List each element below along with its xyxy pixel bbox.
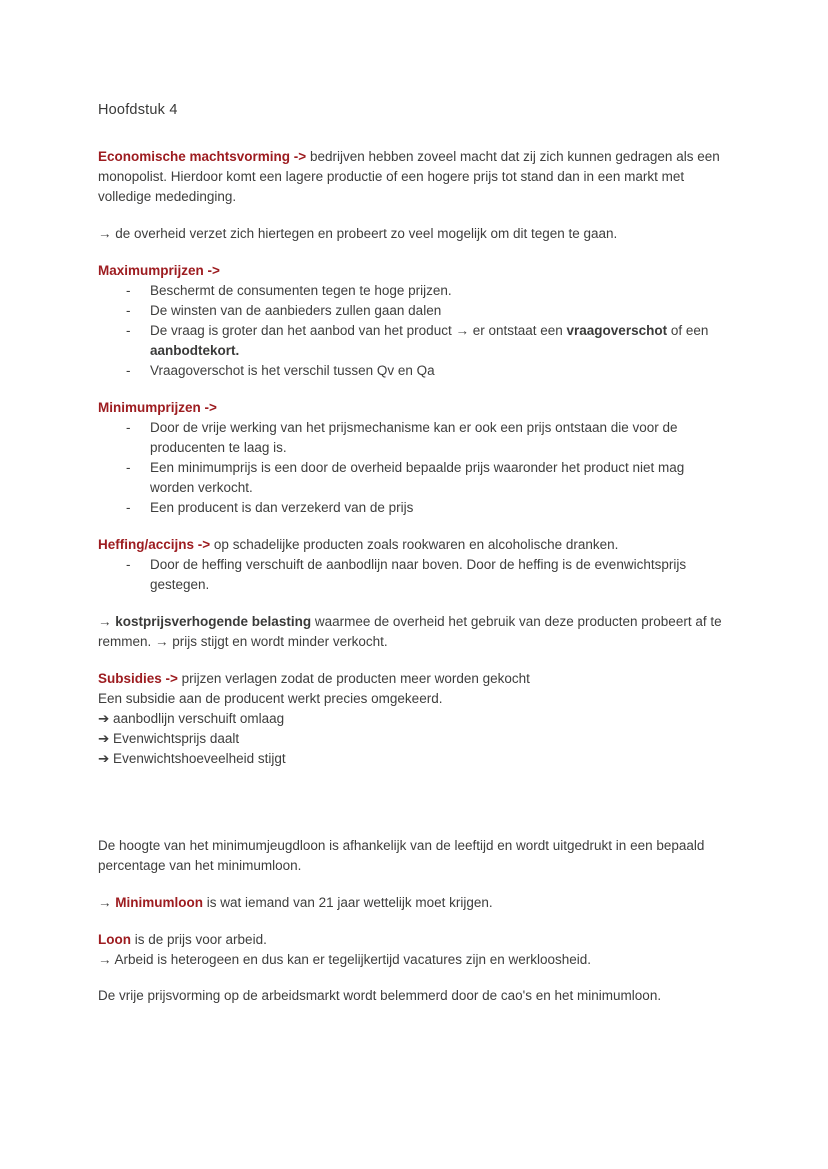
bold-vraagoverschot: vraagoverschot: [566, 323, 668, 339]
bullet-dash: -: [126, 460, 131, 476]
note-kostprijsverhogende: [98, 612, 732, 652]
bullet-text: Een minimumprijs is een door de overheid bepaalde prijs waaronder het product niet mag worden verkocht.: [150, 460, 685, 496]
subsidies-arrow-1: ➔ aanbodlijn verschuift omlaag: [98, 710, 285, 726]
bullet-text: Vraagoverschot is het verschil tussen Qv en Qa: [150, 363, 435, 379]
note-arrow: →: [98, 894, 112, 910]
paragraph-heffing: [98, 535, 732, 555]
list-maximumprijzen: [98, 281, 732, 381]
subsidies-line-1: [98, 669, 732, 689]
list-item: [126, 418, 732, 458]
bullet-text: Door de vrije werking van het prijsmechanisme kan er ook een prijs ontstaan die voor de producenten te laag is.: [150, 420, 678, 456]
paragraph-loon: [98, 930, 732, 970]
term-minimumloon: Minimumloon: [115, 894, 204, 910]
bullet-dash: -: [126, 323, 131, 339]
term-heffing-accijns: Heffing/accijns ->: [98, 536, 211, 552]
page-title: Hoofdstuk 4: [98, 102, 178, 118]
list-item: [126, 321, 732, 361]
bullet-text-segment: De vraag is groter dan het aanbod van het product → er ontstaat een: [150, 323, 563, 339]
bullet-text: Beschermt de consumenten tegen te hoge prijzen.: [150, 283, 452, 299]
bullet-dash: -: [126, 499, 131, 515]
bullet-text: Door de heffing verschuift de aanbodlijn naar boven. Door de heffing is de evenwichtsprijs gestegen.: [150, 556, 687, 592]
subsidies-arrow-2: ➔ Evenwichtsprijs daalt: [98, 730, 240, 746]
bullet-text: De winsten van de aanbieders zullen gaan dalen: [150, 303, 442, 319]
heading-minimumprijzen: [98, 398, 732, 418]
list-item: [126, 555, 732, 595]
list-item: [126, 361, 732, 381]
paragraph-subsidies: [98, 669, 732, 769]
note-text: is wat iemand van 21 jaar wettelijk moet krijgen.: [206, 894, 493, 910]
term-loon: Loon: [98, 931, 131, 947]
bullet-text: [150, 321, 732, 361]
bullet-dash: -: [126, 420, 131, 436]
loon-line-2: → Arbeid is heterogeen en dus kan er tegelijkertijd vacatures zijn en werkloosheid.: [98, 951, 592, 967]
note-text: waarmee de overheid het gebruik van deze producten probeert af te remmen. → prijs stijgt en wordt minder verkocht.: [98, 613, 722, 649]
bullet-dash: -: [126, 283, 131, 299]
paragraph-economische-machtsvorming: [98, 147, 732, 207]
note-overheid: → de overheid verzet zich hiertegen en probeert zo veel mogelijk om dit tegen te gaan.: [98, 226, 618, 242]
section-gap: [98, 786, 732, 836]
list-heffing: [98, 555, 732, 595]
list-item: [126, 498, 732, 518]
bold-aanbodtekort: aanbodtekort.: [150, 343, 240, 359]
bullet-dash: -: [126, 363, 131, 379]
body-text: is de prijs voor arbeid.: [134, 931, 267, 947]
bold-kostprijsverhogende-belasting: kostprijsverhogende belasting: [115, 613, 312, 629]
body-text: prijzen verlagen zodat de producten meer worden gekocht: [181, 670, 530, 686]
heading-maximumprijzen: [98, 261, 732, 281]
list-item: [126, 458, 732, 498]
bullet-text: Een producent is dan verzekerd van de prijs: [150, 499, 414, 515]
list-item: [126, 301, 732, 321]
bullet-dash: -: [126, 303, 131, 319]
term-economische-machtsvorming: Economische machtsvorming ->: [98, 149, 307, 165]
list-minimumprijzen: [98, 418, 732, 518]
loon-line-1: [98, 930, 732, 950]
term-maximumprijzen: Maximumprijzen ->: [98, 263, 220, 279]
term-minimumprijzen: Minimumprijzen ->: [98, 400, 217, 416]
note-arrow: →: [98, 613, 112, 629]
paragraph-vrije-prijsvorming: De vrije prijsvorming op de arbeidsmarkt wordt belemmerd door de cao's en het minimumloon.: [98, 988, 662, 1004]
subsidies-line-2: Een subsidie aan de producent werkt precies omgekeerd.: [98, 690, 443, 706]
list-item: [126, 281, 732, 301]
body-text: op schadelijke producten zoals rookwaren en alcoholische dranken.: [213, 536, 619, 552]
body-text: bedrijven hebben zoveel macht dat zij zich kunnen gedragen als een monopolist. Hierdoor komt een lagere productie of een hogere prijs tot stand dan in een markt met volledige mededinging.: [98, 149, 720, 205]
subsidies-arrow-3: ➔ Evenwichtshoeveelheid stijgt: [98, 750, 286, 766]
note-minimumloon: [98, 893, 732, 913]
bullet-text-segment: of een: [670, 323, 709, 339]
paragraph-minimumjeugdloon: De hoogte van het minimumjeugdloon is afhankelijk van de leeftijd en wordt uitgedrukt in een bepaald percentage van het minimumloon.: [98, 837, 705, 873]
term-subsidies: Subsidies ->: [98, 670, 178, 686]
bullet-dash: -: [126, 556, 131, 572]
